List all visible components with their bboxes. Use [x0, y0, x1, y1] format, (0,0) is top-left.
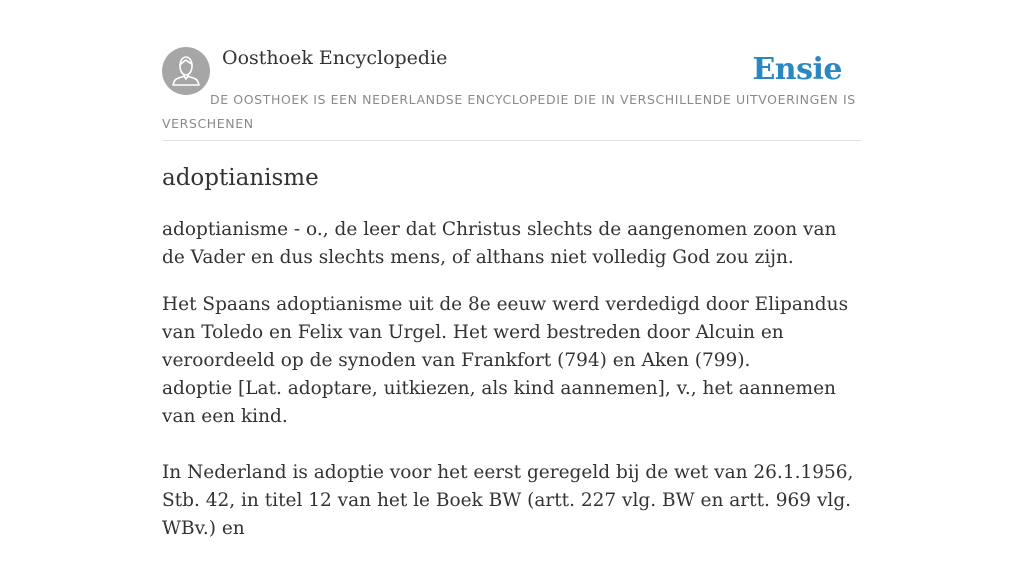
article-paragraph-text: Het Spaans adoptianisme uit de 8e eeuw werd verdedigd door Elipandus van Toledo en Felix van Urgel. Het werd bestreden door Alcuin en veroordeeld op de synoden van Frankfort (794) en Aken (799).: [162, 294, 849, 371]
site-header: [162, 0, 862, 141]
content-container: [162, 0, 862, 539]
paragraph-spacer: [162, 431, 862, 459]
article-paragraph: [162, 291, 862, 543]
site-tagline: DE OOSTHOEK IS EEN NEDERLANDSE ENCYCLOPEDIE DIE IN VERSCHILLENDE UITVOERINGEN IS VERSCHENEN: [162, 92, 856, 131]
article-paragraph: adoptianisme - o., de leer dat Christus slechts de aangenomen zoon van de Vader en dus slechts mens, of althans niet volledig God zou zijn.: [162, 219, 837, 268]
article-body: [162, 216, 862, 562]
article-paragraph-text: In Nederland is adoptie voor het eerst geregeld bij de wet van 26.1.1956, Stb. 42, in titel 12 van het le Boek BW (artt. 227 vlg. BW en artt. 969 vlg. WBv.) en: [162, 462, 854, 539]
article-paragraph-text: adoptie [Lat. adoptare, uitkiezen, als kind aannemen], v., het aannemen van een kind.: [162, 378, 836, 427]
brand-logo[interactable]: Ensie: [752, 52, 842, 87]
article-title: adoptianisme: [162, 165, 319, 191]
site-title[interactable]: Oosthoek Encyclopedie: [222, 47, 448, 69]
